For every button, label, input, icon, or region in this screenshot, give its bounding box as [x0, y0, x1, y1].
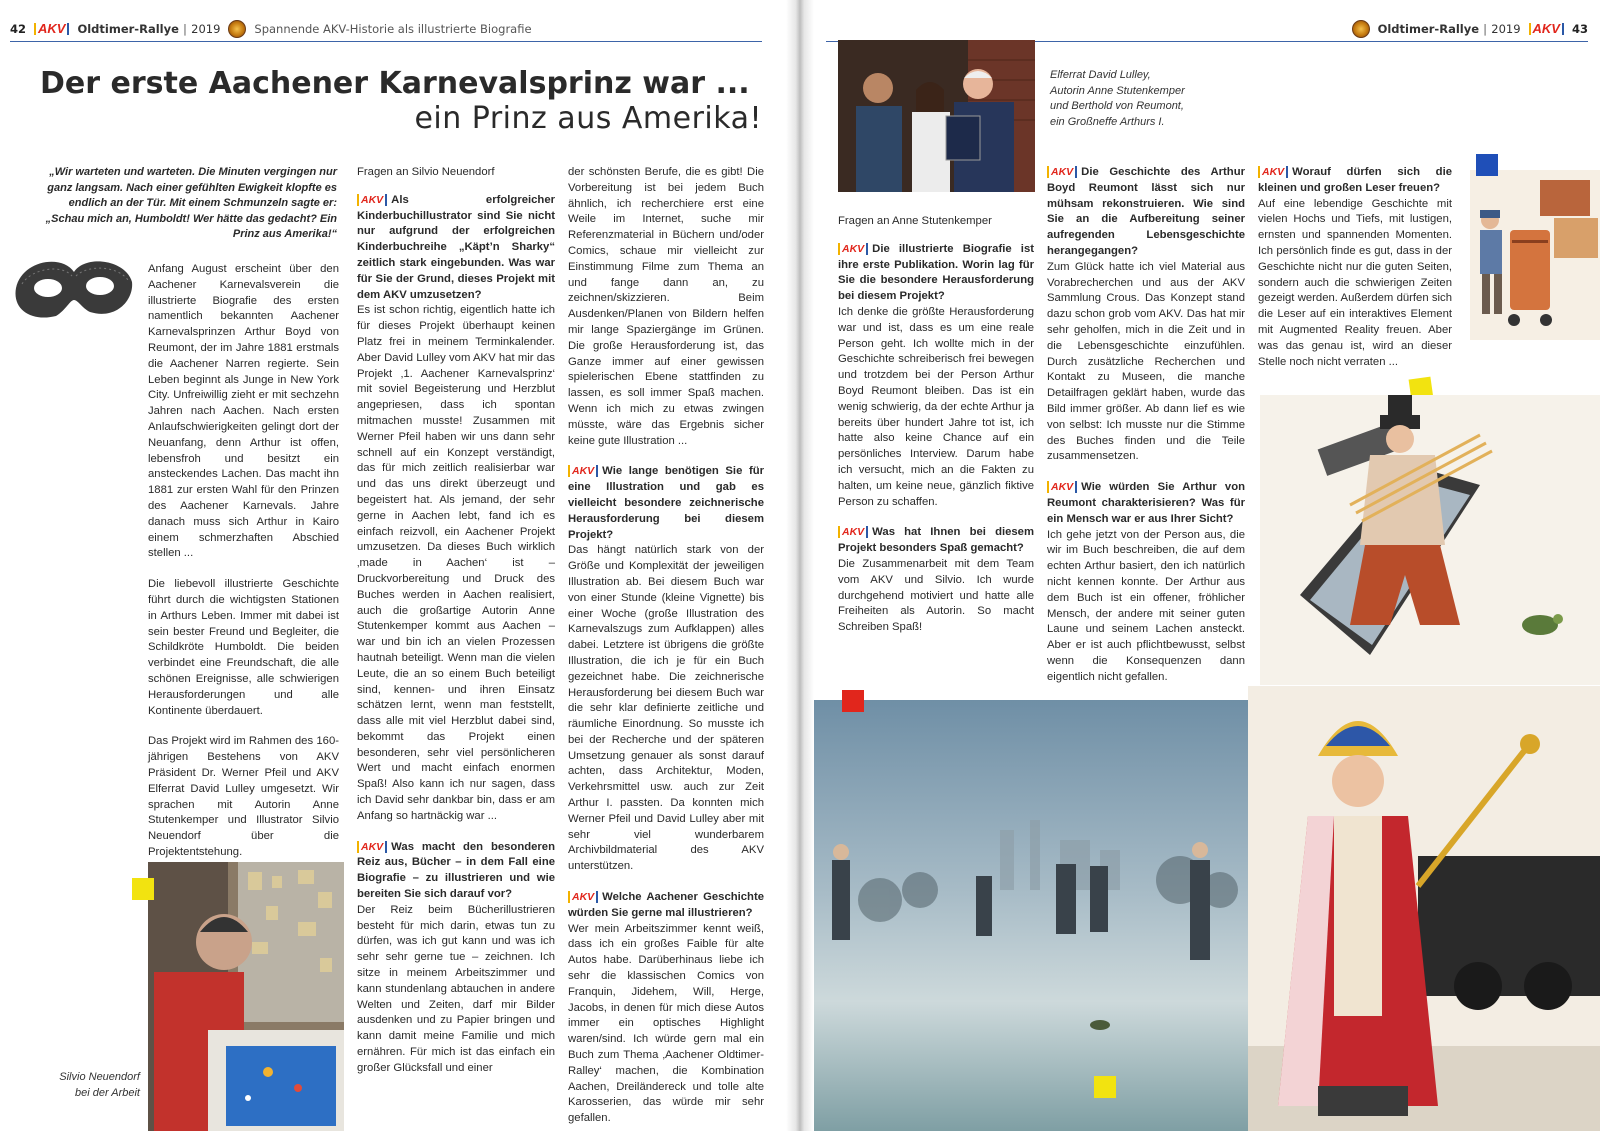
decor-square-red — [842, 690, 864, 712]
decor-square-yellow — [132, 878, 154, 900]
intro-paragraph: Das Projekt wird im Rahmen des 160-jährigen Bestehens von AKV Präsident Dr. Werner Pfeil und AKV Elferrat David Lulley umgesetzt. Wir sprachen mit Autorin Anne Stutenkemper und Illustrator Silvio Neuendorf über die Projektentstehung. — [148, 735, 339, 858]
left-page — [0, 0, 795, 1131]
answer: der schönsten Berufe, die es gibt! Die Vorbereitung ist bei jedem Buch ähnlich, ich recherchiere erst eine Weile im Internet, suche mir Referenzmaterial in Büchern und/oder Comics, schaue mir vielleicht zur Einstimmung Filme zum Thema an und fange dann an, zu zeichnen/skizzieren. Beim Ausdenken/Planen von Bildern helfen mir lange Spaziergänge im Grünen. Die große Herausforderung ist, das Ganze immer auf einer gewissen spielerischen Ebene stattfinden zu lassen, es soll immer Spaß machen. Wenn ich mich zu etwas zwingen müsste, wäre das Ergebnis sicher keine gute Illustration ... — [568, 166, 764, 447]
intro-paragraph: Anfang August erscheint über den Aachener Karnevalsverein die illustrierte Biografie des ersten namentlich bekannten Aachener Karnevalsprinzen Arthur Boyd von Reumont, der im Jahre 1881 erstmals die Aachener Narren regierte. Sein Leben beginnt als Junge in New York City. Unfreiwillig zieht er mit sechzehn Jahren nach Aachen. Nach ersten Anlaufschwierigkeiten gelingt dort der Neuanfang, denn Arthur ist offen, lebensfroh und besitzt ein ansteckendes Lachen. Das macht ihn 1881 zur ersten Wahl für den Prinzen des Aachener Karnevals. Jahre danach muss sich Arthur in Kairo einem schmerzhaften Abschied stellen ... — [148, 263, 339, 560]
page-number: 43 — [1571, 21, 1588, 36]
answer: Ich gehe jetzt von der Person aus, die wir im Buch beschreiben, die auf dem echten Arthur basiert, den ich natürlich nicht kennen konnte. Der Arthur aus dem Buch ist ein offener, fröhlicher Mensch, der andere mit seiner guten Laune und seinem Lachen ansteckt. Aber er ist auch pflichtbewusst, selbst wenn die Konsequenzen dann eigentlich nicht gefallen. — [1047, 528, 1245, 683]
question: AKV Die illustrierte Biografie ist ihre erste Publikation. Worin lag für Sie die besondere Herausforderung bei diesem Projekt? — [838, 242, 1034, 303]
akv-logo: AKV — [1529, 23, 1564, 35]
answer: Auf eine lebendige Geschichte mit vielen Hochs und Tiefs, mit lustigen, ernsten und spannenden Momenten. Ich persönlich finde es gut, dass in der Geschichte nicht nur die guten Seiten, sondern auch die schwierigen Zeiten gezeigt werden. Außerdem dürfen sich die Leser auf ein interaktives Element mit Augmented Reality freuen. Aber was das genau ist, wird an dieser Stelle noch nicht verraten ... — [1258, 197, 1452, 368]
decor-square-yellow — [1094, 1076, 1116, 1098]
answer: Ich denke die größte Herausforderung war und ist, dass es um eine reale Person geht. Ich wollte mich in der Geschichte schreiberisch frei bewegen und trotzdem bei der Person Arthur Boyd Reumont bleiben. Das ist ein wenig schwierig, da der echte Arthur ja bereits über hundert Jahre tot ist, ich hatte also keine Chance auf ein persönliches Interview. Darum habe ich versucht, mich an die Fakten zu halten, um keine neue, gänzlich fiktive Person zu schaffen. — [838, 305, 1034, 508]
interview-heading: Fragen an Anne Stutenkemper — [838, 215, 992, 227]
question: AKV Wie lange benötigen Sie für eine Illustration und gab es vielleicht besondere zeichnerische Herausforderung bei diesem Projekt? — [568, 465, 764, 541]
question: AKV Die Geschichte des Arthur Boyd Reumont lässt sich nur mühsam rekonstruieren. Wie sind Sie an die Aufbereitung seiner aufregenden Lebensgeschichte herangegangen? — [1047, 166, 1245, 257]
question: AKV Worauf dürfen sich die kleinen und großen Leser freuen? — [1258, 166, 1452, 194]
question: AKV Als erfolgreicher Kinderbuchillustrator sind Sie nicht nur aufgrund der erfolgreichen Kinderbuchreihe „Käpt’n Sharky“ zeitlich stark eingebunden. Was war für Sie der Grund, dieses Projekt mit dem AKV umzusetzen? — [357, 193, 555, 301]
question: AKV Wie würden Sie Arthur von Reumont charakterisieren? Was für ein Mensch war er aus Ihrer Sicht? — [1047, 481, 1245, 525]
illustrator-caption: Silvio Neuendorf bei der Arbeit — [59, 1071, 140, 1099]
answer: Die Zusammenarbeit mit dem Team vom AKV und Silvio. Ich wurde durchgehend motiviert und hatte alle Freiheiten als Autorin. So macht Schreiben Spaß! — [838, 557, 1034, 634]
crest-icon — [1352, 20, 1370, 38]
answer: Es ist schon richtig, eigentlich hatte ich für dieses Projekt überhaupt keinen Platz frei in meinem Terminkalender. Aber David Lulley vom AKV hat mir das Projekt ‚1. Aachener Karnevalsprinz‘ mit soviel Begeisterung und Herzblut angepriesen, dass ich spontan mitmachen musste! Zusammen mit Werner Pfeil haben wir uns dann sehr schnell auf ein Konzept verständigt, das für mich zeitlich realisierbar war und das uns direkt überzeugt und begeistert hat. Als jemand, der sehr gerne in Aachen lebt, fand ich es einfach reizvoll, ein Aachener Projekt umzusetzen. Da dieses Buch wirklich ‚made in Aachen‘ ist – Druckvorbereitung und Druck des Buches werden in Aachen realisiert, auch die großartige Autorin Anne Stutenkemper kommt aus Aachen – war und bin ich an vielen Prozessen hautnah beteiligt. Wenn man die vielen Leute, die an so einem Buch beteiligt sind, kennen- und ihren Einsatz schätzen lernt, wenn man feststellt, dass alle mit viel Herzblut dabei sind, bekommt das Projekt einen besonderen, sehr viel persönlicheren Wert und macht einfach enormen Spaß! Also kann ich nur sagen, dass ich David sehr dankbar bin, dass er am Anfang so hartnäckig war ... — [357, 304, 555, 822]
question: AKV Was hat Ihnen bei diesem Projekt besonders Spaß gemacht? — [838, 526, 1034, 555]
carnival-prince-illustration — [1248, 686, 1600, 1131]
page-number: 42 — [10, 21, 27, 36]
intro-quote: „Wir warteten und warteten. Die Minuten vergingen nur ganz langsam. Nach einer gefühlten Ewigkeit klopfte es endlich an der Tür. Mit einem Schmunzeln sagte er: „Schau mich an, Humboldt! Wer hätte das gedacht? Ein Prinz aus Amerika!“ — [45, 166, 337, 241]
spine — [786, 0, 814, 1131]
article-title — [40, 66, 762, 136]
right-header — [826, 16, 1588, 42]
walking-arthur-illustration — [1260, 395, 1600, 685]
decor-square-blue — [1476, 154, 1498, 176]
answer: Das hängt natürlich stark von der Größe und Komplexität der jeweiligen Illustration ab. Bei diesem Buch war von einer Stunde (kleine Vignette) bis einer Woche (große Illustration des Karnevalszugs zum Aufklappen) alles dabei. Letztere ist übrigens die größte Illustration, die ich je für ein Buch gezeichnet habe. Die zeichnerische Herausforderung bei diesem Buch war die sehr klar definierte zeitliche und räumliche Einordnung. So musste ich bei der Recherche und der späteren Umsetzung genauer als sonst darauf achten, dass Architektur, Moden, Verkehrsmittel usw. auch zur Zeit Arthur I. passten. Da konnten mich Werner Pfeil und David Lulley aber mit sehr viel wunderbarem Archivbildmaterial des AKV unterstützen. — [568, 544, 764, 873]
answer: Wer mein Arbeitszimmer kennt weiß, dass ich ein großes Faible für alte Autos habe. Darüberhinaus liebe ich sehr die klassischen Comics von Franquin, Jidehem, Will, Herge, Jacobs, in denen für mich diese Autos immer ein optisches Highlight waren/sind. Ich würde gern mal ein Buch zum Thema ‚Aachener Oldtimer-Ralley‘ machen, die Kombination Aachen, Dreiländereck und tolle alte Karosserien, das würde mir sehr gefallen. — [568, 922, 764, 1125]
interview-col-2 — [357, 165, 555, 1092]
section-title: Spannende AKV-Historie als illustrierte Biografie — [254, 21, 532, 36]
answer: Zum Glück hatte ich viel Material aus Vorabrecherchen und aus der AKV Sammlung Crous. Das Konzept stand dazu schon grob vom AKV. Das hat mir sehr geholfen, mich in die Zeit und in die Lebensgeschichte einzufühlen. Durch zusätzliche Recherchen und Kontakt zu Museen, die manche Detailfragen geklärt haben, wurde das Bild immer größer. Ab dann lief es wie von selbst: Ich musste nur die Stimme des Buches finden und die Teile zusammensetzen. — [1047, 260, 1245, 463]
mask-illustration — [12, 248, 136, 328]
right-page — [800, 0, 1600, 1131]
intro-paragraph: Die liebevoll illustrierte Geschichte führt durch die wichtigsten Stationen in Arthurs Leben. Immer mit dabei ist sein bester Freund und Begleiter, die Schildkröte Humboldt. Die beiden verbindet eine Freundschaft, die alle schönen Ereignisse, alle schwierigen Herausforderungen und alle Kontinente überdauert. — [148, 578, 339, 717]
interview-col-3 — [568, 165, 764, 1131]
question: AKV Welche Aachener Geschichte würden Sie gerne mal illustrieren? — [568, 891, 764, 919]
rally-title: Oldtimer-Rallye | 2019 — [1377, 21, 1521, 36]
misty-field-illustration — [800, 700, 1248, 1131]
intro-col — [148, 262, 339, 876]
group-caption: Elferrat David Lulley, Autorin Anne Stutenkemper und Berthold von Reumont, ein Großneffe Arthurs I. — [1050, 69, 1185, 128]
question: AKV Was macht den besonderen Reiz aus, Bücher – in dem Fall eine Biografie – zu illustrieren und wie bereiten Sie sich darauf vor? — [357, 840, 555, 901]
group-photo — [838, 40, 1035, 192]
luggage-illustration — [1470, 170, 1600, 340]
title-line-1: Der erste Aachener Karnevalsprinz war ... — [40, 66, 750, 101]
crest-icon — [228, 20, 246, 38]
interview-col-r1 — [838, 214, 1034, 651]
rally-title: Oldtimer-Rallye | 2019 — [77, 21, 221, 36]
answer: Der Reiz beim Bücherillustrieren besteht für mich darin, etwas tun zu dürfen, was ich gut kann und was ich sehr sehr gerne tue – zeichnen. Ich sitze in meinem Arbeitszimmer und kann stundenlang abtauchen in andere Welten und Zeiten, darf mir Bilder ausdenken und zu Papier bringen und kann damit meine Familie und mich ernähren. Für mich ist das einfach ein großer Glücksfall und einer — [357, 903, 555, 1074]
interview-col-r3 — [1258, 165, 1452, 385]
title-line-2: ein Prinz aus Amerika! — [414, 101, 762, 136]
left-header — [10, 16, 762, 42]
illustrator-photo — [148, 862, 344, 1131]
interview-col-r2 — [1047, 165, 1245, 701]
akv-logo: AKV — [34, 23, 69, 35]
interview-heading: Fragen an Silvio Neuendorf — [357, 166, 495, 178]
intro-quote-col — [45, 165, 337, 258]
